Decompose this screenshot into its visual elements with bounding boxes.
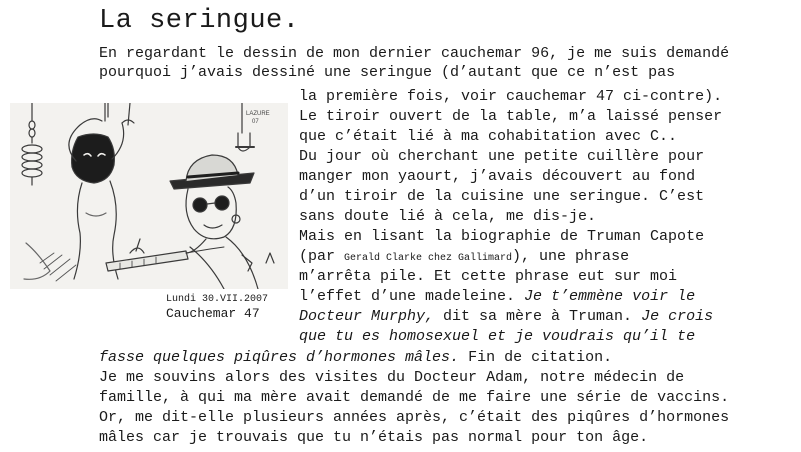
sketch-caption: Cauchemar 47 — [166, 306, 260, 321]
text-line: Du jour où cherchant une petite cuillère pour — [299, 148, 705, 165]
glasses-right — [215, 196, 229, 210]
text-line: famille, à qui ma mère avait demandé de me faire une série de vaccins. — [99, 389, 730, 406]
text-line: Mais en lisant la biographie de Truman Capote — [299, 228, 705, 245]
text-line — [299, 247, 629, 268]
hood — [72, 134, 115, 183]
quote-run: Je t’emmène voir le — [524, 288, 696, 305]
quote-run: Je crois — [641, 308, 714, 325]
text-line: Je me souvins alors des visites du Docteur Adam, notre médecin de — [99, 369, 685, 386]
sketch-date: Lundi 30.VII.2007 — [166, 294, 269, 305]
text-run: Fin de citation. — [459, 349, 613, 366]
text-line — [299, 307, 713, 326]
artist-signature-sub: 07 — [252, 119, 259, 125]
text-run: ), une phrase — [512, 248, 630, 265]
text-line: pourquoi j’avais dessiné une seringue (d’autant que ce n’est pas — [99, 64, 676, 81]
weight-disc — [22, 145, 42, 153]
artist-signature: LAZURE — [246, 111, 270, 117]
text-line: sans doute lié à cela, me dis-je. — [299, 208, 597, 225]
text-run: dit sa mère à Truman. — [434, 308, 642, 325]
text-line — [299, 287, 695, 306]
text-line: la première fois, voir cauchemar 47 ci-contre). — [299, 88, 723, 105]
text-line — [99, 348, 612, 367]
text-line: d’un tiroir de la cuisine une seringue. C’est — [299, 188, 705, 205]
quote-run: fasse quelques piqûres d’hormones mâles. — [99, 349, 460, 366]
text-line: Le tiroir ouvert de la table, m’a laissé penser — [299, 108, 723, 125]
text-line: En regardant le dessin de mon dernier cauchemar 96, je me suis demandé — [99, 45, 730, 62]
sketch-drawing — [10, 103, 288, 289]
text-line: que c’était lié à ma cohabitation avec C.. — [299, 128, 678, 145]
text-line: m’arrêta pile. Et cette phrase eut sur moi — [299, 268, 678, 285]
book-reference: Gerald Clarke chez Gallimard — [344, 253, 513, 264]
quote-run: Docteur Murphy, — [299, 308, 435, 325]
text-line: Or, me dit-elle plusieurs années après, c’était des piqûres d’hormones — [99, 409, 730, 426]
nightmare-sketch — [10, 103, 288, 289]
syringe — [106, 251, 188, 271]
text-line: manger mon yaourt, j’avais découvert au fond — [299, 168, 696, 185]
text-run: (par — [299, 248, 345, 265]
text-run: l’effet d’une madeleine. — [299, 288, 525, 305]
text-line: mâles car je trouvais que tu n’étais pas normal pour ton âge. — [99, 429, 649, 446]
quote-run: que tu es homosexuel et je voudrais qu’il te — [299, 328, 696, 345]
glasses-left — [193, 198, 207, 212]
text-line — [299, 327, 695, 346]
page-title: La seringue. — [99, 6, 300, 36]
